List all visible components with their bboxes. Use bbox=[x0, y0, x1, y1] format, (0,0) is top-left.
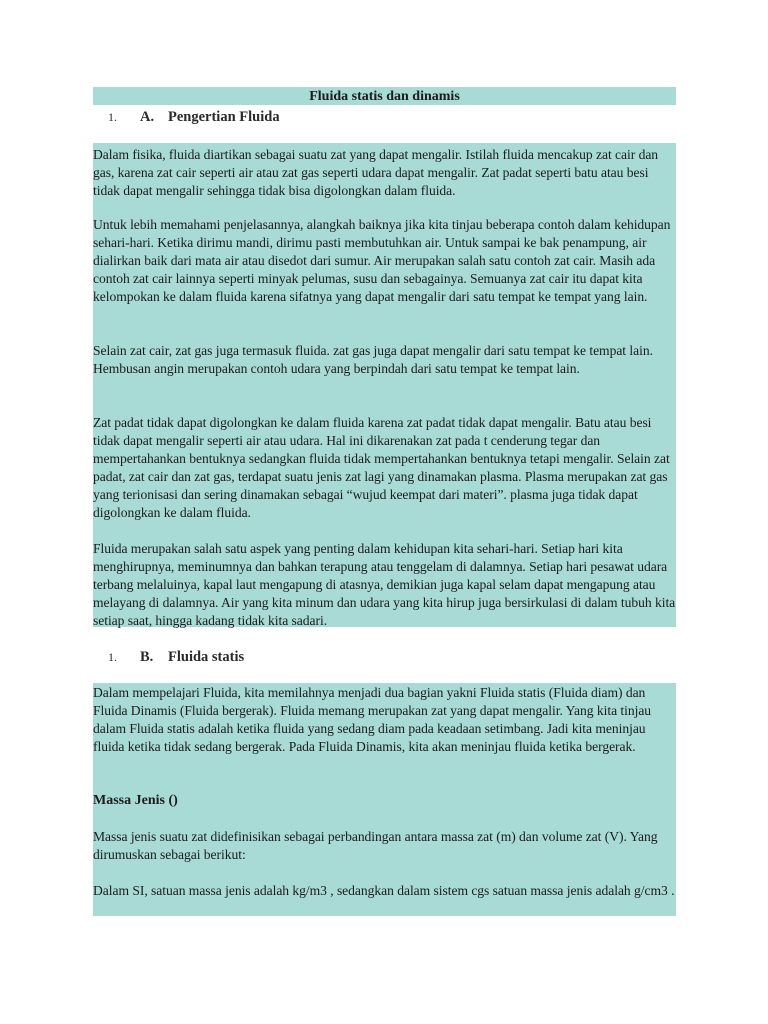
section-a-heading bbox=[108, 108, 280, 126]
section-a-number: 1. bbox=[108, 110, 117, 124]
section-a-paragraph-2: Untuk lebih memahami penjelasannya, alangkah baiknya jika kita tinjau beberapa contoh dalam kehidupan sehari-hari. Ketika dirimu mandi, dirimu pasti membutuhkan air. Untuk sampai ke bak penampung, air dialirkan baik dari mata air atau disedot dari sumur. Air merupakan salah satu contoh zat cair. Masih ada contoh zat cair lainnya seperti minyak pelumas, susu dan sebagainya. Semuanya zat cair itu dapat kita kelompokan ke dalam fluida karena sifatnya yang dapat mengalir dari satu tempat ke tempat yang lain. bbox=[93, 217, 671, 304]
section-a-paragraph-3: Selain zat cair, zat gas juga termasuk fluida. zat gas juga dapat mengalir dari satu tempat ke tempat lain. Hembusan angin merupakan contoh udara yang berpindah dari satu tempat ke tempat lain. bbox=[93, 343, 653, 376]
massa-jenis-subheading: Massa Jenis () bbox=[93, 793, 178, 808]
section-b-heading bbox=[108, 648, 244, 666]
section-a-label: Pengertian Fluida bbox=[168, 109, 280, 125]
section-b-letter: B. bbox=[140, 649, 154, 665]
document-title: Fluida statis dan dinamis bbox=[309, 89, 460, 104]
section-b-intro: Dalam mempelajari Fluida, kita memilahnya menjadi dua bagian yakni Fluida statis (Fluida diam) dan Fluida Dinamis (Fluida bergerak). Fluida memang merupakan zat yang dapat mengalir. Yang kita tinjau dalam Fluida statis adalah ketika fluida yang sedang diam pada keadaan setimbang. Jadi kita meninjau fluida ketika tidak sedang bergerak. Pada Fluida Dinamis, kita akan meninjau fluida ketika bergerak. bbox=[93, 685, 652, 754]
section-a-letter: A. bbox=[140, 109, 155, 125]
massa-jenis-definition: Massa jenis suatu zat didefinisikan sebagai perbandingan antara massa zat (m) dan volume zat (V). Yang dirumuskan sebagai berikut: bbox=[93, 829, 658, 862]
section-a-paragraph-4: Zat padat tidak dapat digolongkan ke dalam fluida karena zat padat tidak dapat mengalir. Batu atau besi tidak dapat mengalir seperti air atau udara. Hal ini dikarenakan zat pada t cenderung tegar dan mempertahankan bentuknya sedangkan fluida tidak mempertahankan bentuknya tetapi mengalir. Selain zat padat, zat cair dan zat gas, terdapat suatu jenis zat lagi yang dinamakan plasma. Plasma merupakan zat gas yang terionisasi dan sering dinamakan sebagai “wujud keempat dari materi”. plasma juga tidak dapat digolongkan ke dalam fluida. bbox=[93, 415, 670, 520]
section-b-label: Fluida statis bbox=[168, 649, 245, 665]
section-b-number: 1. bbox=[108, 650, 117, 664]
massa-jenis-units: Dalam SI, satuan massa jenis adalah kg/m3 , sedangkan dalam sistem cgs satuan massa jenis adalah g/cm3 . bbox=[93, 883, 675, 898]
section-a-paragraph-5: Fluida merupakan salah satu aspek yang penting dalam kehidupan kita sehari-hari. Setiap hari kita menghirupnya, meminumnya dan bahkan terapung atau tenggelam di dalamnya. Setiap hari pesawat udara terbang melaluinya, kapal laut mengapung di atasnya, demikian juga kapal selam dapat mengapung atau melayang di dalamnya. Air yang kita minum dan udara yang kita hirup juga bersirkulasi di dalam tubuh kita setiap saat, hingga kadang tidak kita sadari. bbox=[93, 541, 676, 628]
section-a-paragraph-1: Dalam fisika, fluida diartikan sebagai suatu zat yang dapat mengalir. Istilah fluida mencakup zat cair dan gas, karena zat cair seperti air atau zat gas seperti udara dapat mengalir. Zat padat seperti batu atau besi tidak dapat mengalir sehingga tidak bisa digolongkan dalam fluida. bbox=[93, 147, 659, 198]
